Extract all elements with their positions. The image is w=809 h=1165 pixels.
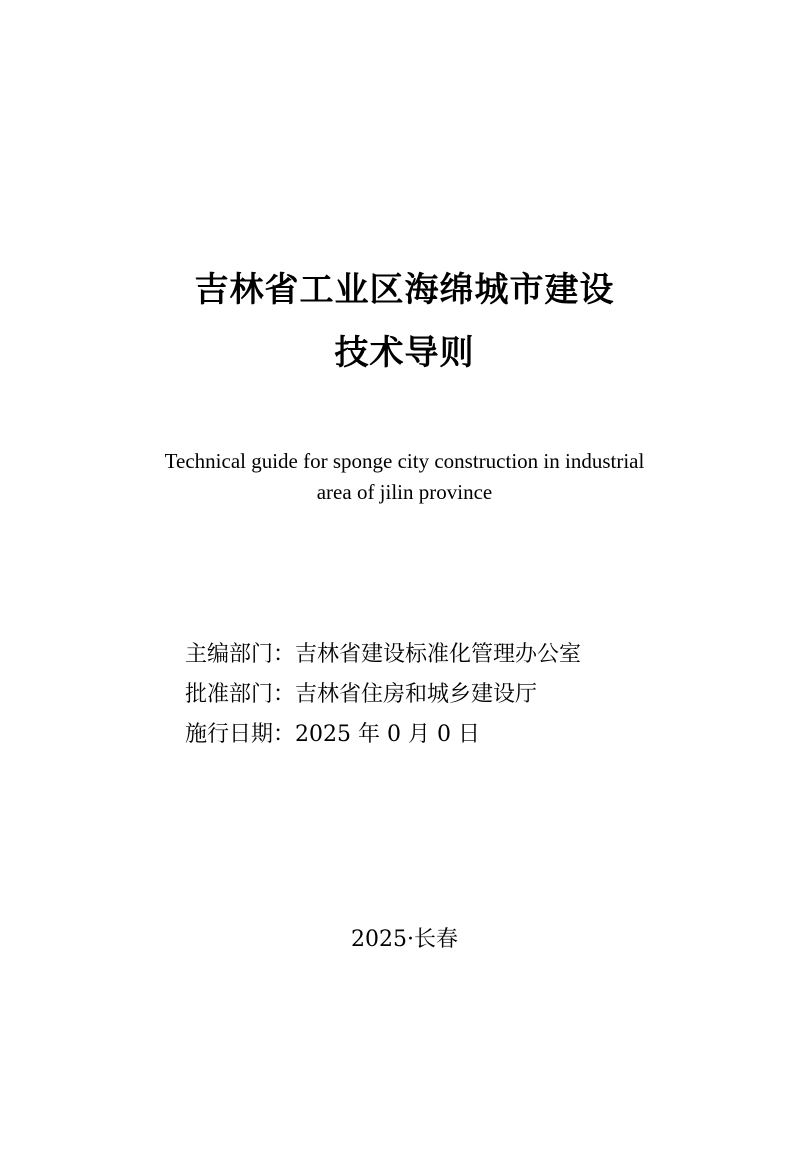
approving-department-label: 批准部门： — [185, 682, 296, 707]
publication-place-date: 2025·长春 — [351, 927, 458, 952]
editor-department-label: 主编部门： — [185, 642, 296, 667]
approving-department-value: 吉林省住房和城乡建设厅 — [295, 682, 538, 707]
approving-department — [185, 680, 537, 710]
editor-department — [185, 640, 581, 670]
effective-date — [185, 720, 480, 750]
english-title-line-1: Technical guide for sponge city construction in industrial — [164, 449, 645, 473]
editor-department-value: 吉林省建设标准化管理办公室 — [295, 642, 582, 667]
document-title-line-2: 技术导则 — [334, 333, 475, 373]
effective-date-label: 施行日期： — [185, 722, 296, 747]
document-title-line-1: 吉林省工业区海绵城市建设 — [194, 270, 615, 310]
effective-date-value: 2025 年 0 月 0 日 — [295, 722, 480, 747]
english-title-line-2: area of jilin province — [316, 480, 493, 504]
